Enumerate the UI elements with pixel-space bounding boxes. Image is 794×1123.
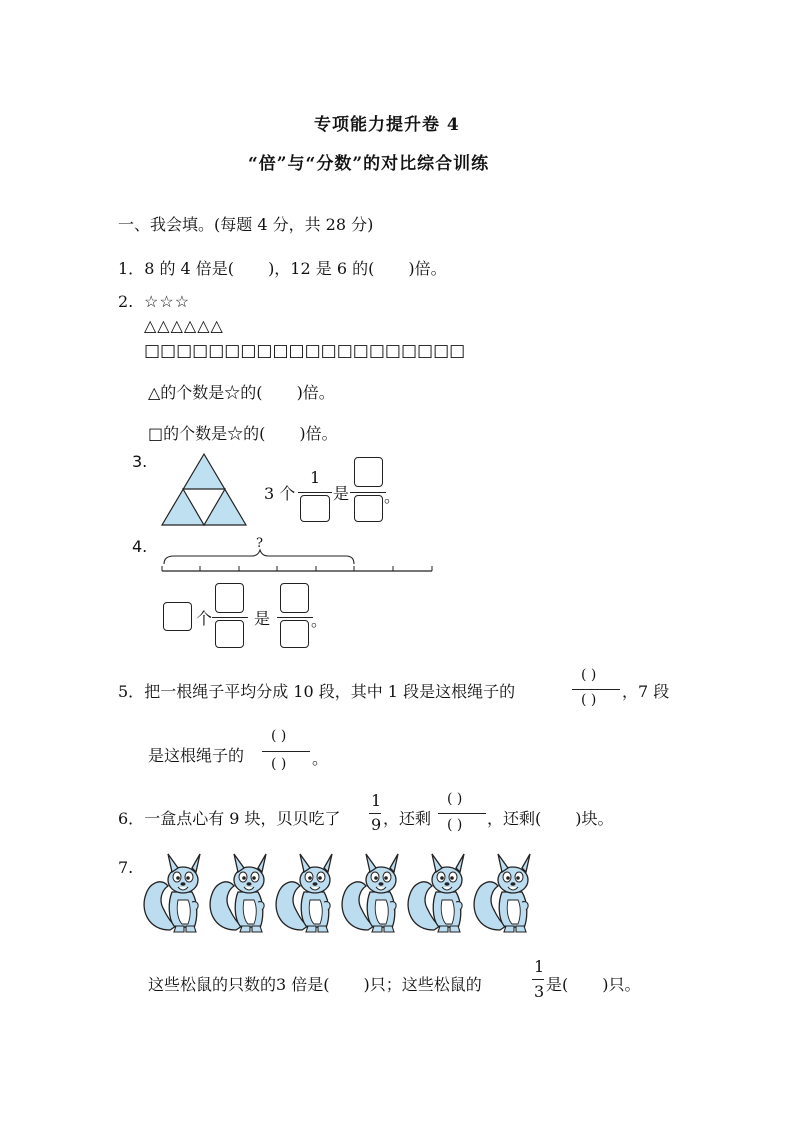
- page-title: 专项能力提升卷 4: [314, 115, 460, 135]
- q5-text-b: ，7 段: [622, 682, 670, 701]
- q6-tail: [487, 806, 614, 829]
- squirrel-icon: [340, 852, 404, 938]
- fraction-line: [298, 492, 332, 493]
- squares-row: □□□□□□□□□□□□□□□□□□□□: [144, 341, 466, 361]
- triangles-row: △△△△△△: [144, 316, 224, 335]
- fraction-line: [350, 492, 386, 493]
- fraction-denominator: 3: [534, 982, 545, 1001]
- question-number: 3.: [132, 452, 148, 471]
- fraction-denominator: 9: [371, 815, 382, 834]
- fraction-line: [369, 813, 381, 814]
- q7-text-a: 这些松鼠的只数的3 倍是(: [148, 975, 330, 994]
- q7-text-b: )只；这些松鼠的: [363, 975, 482, 994]
- q2-line-1: [148, 380, 335, 403]
- denominator-box[interactable]: [280, 620, 309, 648]
- q2-line-1-b: )倍。: [296, 383, 335, 402]
- q3-end: 。: [384, 487, 401, 506]
- q2-line-1-a: △的个数是☆的(: [148, 383, 263, 402]
- question-number: 2.: [118, 292, 134, 311]
- question-number: 4.: [132, 537, 148, 556]
- q5-text-a: 把一根绳子平均分成 10 段，其中 1 段是这根绳子的: [144, 682, 516, 701]
- question-1: [118, 256, 447, 279]
- denominator-box[interactable]: [354, 495, 383, 522]
- q2-line-2-b: )倍。: [299, 424, 338, 443]
- q3-count: 3 个: [264, 484, 296, 503]
- q7-line-a: [148, 972, 482, 995]
- squirrel-icon: [472, 852, 536, 938]
- numerator-box[interactable]: [354, 457, 383, 487]
- denominator-box[interactable]: [215, 620, 244, 648]
- q2-line-2-a: □的个数是☆的(: [148, 424, 266, 443]
- segment-line-figure: [158, 548, 438, 578]
- q6-line: [118, 806, 341, 829]
- denominator-box[interactable]: [300, 495, 330, 522]
- q6-text-c: ，还剩(: [487, 809, 542, 828]
- q4-ge: 个: [196, 609, 213, 628]
- brace: [164, 550, 354, 564]
- squirrels-row: [142, 852, 542, 940]
- q6-text-a: 一盒点心有 9 块，贝贝吃了: [144, 809, 341, 828]
- q1-text-c: )倍。: [408, 259, 447, 278]
- q5-line-1: [118, 679, 515, 702]
- fraction-line: [438, 813, 486, 814]
- question-mark: ?: [256, 536, 263, 551]
- question-number: 6．: [118, 809, 145, 828]
- q4-end: 。: [311, 611, 328, 630]
- q5-text-c: 是这根绳子的: [148, 746, 245, 765]
- blank-numerator[interactable]: ( ): [447, 791, 463, 807]
- squirrel-icon: [406, 852, 470, 938]
- question-number: 5．: [118, 682, 145, 701]
- fraction-line: [262, 751, 310, 752]
- fraction-line: [277, 617, 313, 618]
- q7-text-d: )只。: [602, 975, 641, 994]
- q1-text-b: )，12 是 6 的(: [268, 259, 375, 278]
- stars-row: ☆☆☆: [144, 292, 191, 311]
- section-heading: 一、我会填。(每题 4 分，共 28 分): [118, 215, 374, 234]
- triangle-figure: [160, 452, 250, 527]
- blank-numerator[interactable]: ( ): [581, 667, 597, 683]
- question-number: 1．: [118, 259, 145, 278]
- q3-numerator: 1: [310, 468, 321, 487]
- page-subtitle: “倍”与“分数”的对比综合训练: [248, 154, 490, 174]
- q5-end: 。: [312, 749, 329, 768]
- squirrel-icon: [142, 852, 206, 938]
- numerator-box[interactable]: [280, 583, 309, 613]
- q6-text-d: )块。: [575, 809, 614, 828]
- q1-text-a: 8 的 4 倍是(: [144, 259, 235, 278]
- squirrel-icon: [208, 852, 272, 938]
- count-box[interactable]: [163, 602, 192, 631]
- fraction-line: [572, 689, 620, 690]
- blank-denominator[interactable]: ( ): [271, 756, 287, 772]
- q7-line-b: [546, 972, 641, 995]
- q6-text-b: ，还剩: [383, 809, 432, 828]
- squirrel-icon: [274, 852, 338, 938]
- numerator-box[interactable]: [215, 583, 244, 613]
- fraction-line: [212, 617, 248, 618]
- q3-is: 是: [333, 484, 350, 503]
- fraction-line: [532, 979, 544, 980]
- fraction-numerator: 1: [534, 957, 545, 976]
- q7-text-c: 是(: [546, 975, 569, 994]
- blank-denominator[interactable]: ( ): [581, 692, 597, 708]
- fraction-numerator: 1: [371, 791, 382, 810]
- blank-numerator[interactable]: ( ): [271, 728, 287, 744]
- q4-is: 是: [254, 609, 271, 628]
- blank-denominator[interactable]: ( ): [447, 817, 463, 833]
- question-number: 7.: [118, 858, 134, 877]
- q2-line-2: [148, 421, 338, 444]
